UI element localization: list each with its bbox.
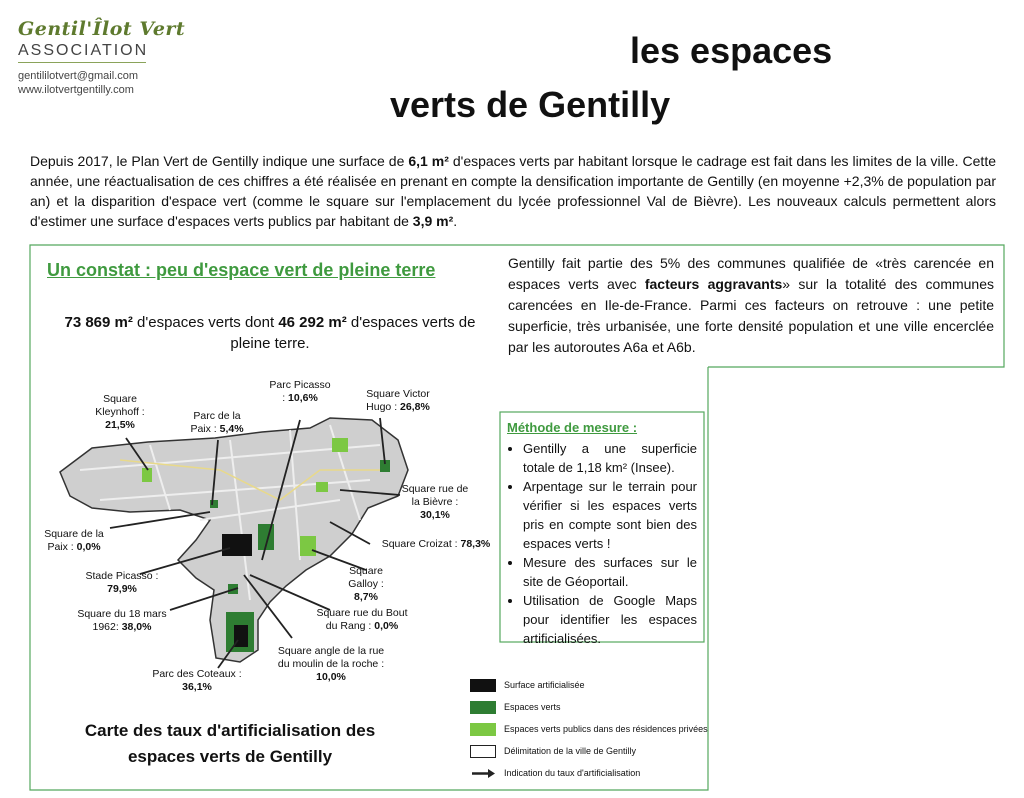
constat-stat: 73 869 m² d'espaces verts dont 46 292 m² d'espaces verts de pleine terre. (64, 314, 476, 352)
area-green-private (332, 438, 348, 452)
page-title-line2: verts de Gentilly (390, 84, 671, 125)
logo-name: Gentil'Îlot Vert (18, 18, 186, 40)
method-item: • Mesure des surfaces sur le site de Géoportail. (523, 553, 697, 591)
area-green-private (316, 482, 328, 492)
intro-value-2017: 6,1 m² (408, 153, 449, 169)
area-artificial (222, 534, 252, 556)
label-coteaux: Parc des Coteaux : 36,1% (152, 668, 242, 693)
method-item: • Utilisation de Google Maps pour identifier les espaces artificialisées. (523, 591, 697, 648)
logo-association: ASSOCIATION (18, 42, 149, 59)
contact-website: www.ilotvertgentilly.com (18, 84, 134, 96)
label-bievre: Square rue de la Bièvre : 30,1% (401, 483, 469, 521)
legend-item: Délimitation de la ville de Gentilly (470, 740, 708, 762)
legend-item: Espaces verts (470, 696, 708, 718)
method-item: • Arpentage sur le terrain pour vérifier si les espaces verts pris en compte sont bien des espaces verts ! (523, 477, 697, 553)
label-square-paix: Square de la Paix : 0,0% (44, 528, 104, 553)
method-item: • Gentilly a une superficie totale de 1,18 km² (Insee). (523, 439, 697, 477)
label-stade-picasso: Stade Picasso : 79,9% (85, 570, 159, 595)
arrow-icon (470, 767, 496, 780)
map-caption: Carte des taux d'artificialisation des espaces verts de Gentilly (84, 721, 376, 766)
label-bout-rang: Square rue du Bout du Rang : 0,0% (316, 607, 408, 632)
label-galloy: Square Galloy : 8,7% (348, 565, 384, 603)
page-title-line1: les espaces (630, 30, 833, 71)
contact-email: gentililotvert@gmail.com (18, 70, 138, 82)
map-legend (470, 674, 708, 784)
intro-paragraph: Depuis 2017, le Plan Vert de Gentilly indique une surface de 6,1 m² d'espaces verts par habitant lorsque le cadrage est fait dans les limites de la ville. Cette année, une réactualisation de ces chiffres a été réalisée en prenant en compte la densification importante de Gentilly (en moyenne +2,3% de population par an) et la disparition d'espace vert (comme le square sur l'emplacement du lycée professionnel Val de Bièvre). Les nouveaux calculs permettent alors d'estimer une surface d'espaces verts publics par habitant de 3,9 m². (30, 153, 996, 229)
legend-item: Indication du taux d'artificialisation (470, 762, 708, 784)
label-victor-hugo: Square Victor Hugo : 26,8% (366, 388, 430, 413)
label-croizat: Square Croizat : 78,3% (381, 538, 491, 550)
carence-paragraph: Gentilly fait partie des 5% des communes qualifiée de «très carencée en espaces verts avec facteurs aggravants» sur la totalité des communes carencées en Ile-de-France. Parmi ces facteurs on retrouve : une petite superficie, très urbanisée, une forte densité population et une ville encerclée par les autoroutes A6a et A6b. (508, 255, 994, 355)
legend-item: Surface artificialisée (470, 674, 708, 696)
constat-heading: Un constat : peu d'espace vert de pleine terre (47, 260, 436, 280)
area-green-private (300, 536, 316, 556)
label-18-mars: Square du 18 mars 1962: 38,0% (77, 608, 167, 633)
intro-value-new: 3,9 m² (412, 213, 454, 229)
label-moulin: Square angle de la rue du moulin de la roche : 10,0% (277, 645, 385, 683)
label-kleynhoff: Square Kleynhoff : 21,5% (95, 393, 145, 431)
legend-item: Espaces verts publics dans des résidences privées (470, 718, 708, 740)
method-title: Méthode de mesure : (507, 420, 638, 435)
label-parc-paix: Parc de la Paix : 5,4% (190, 410, 244, 435)
label-parc-picasso: Parc Picasso : 10,6% (269, 379, 331, 404)
